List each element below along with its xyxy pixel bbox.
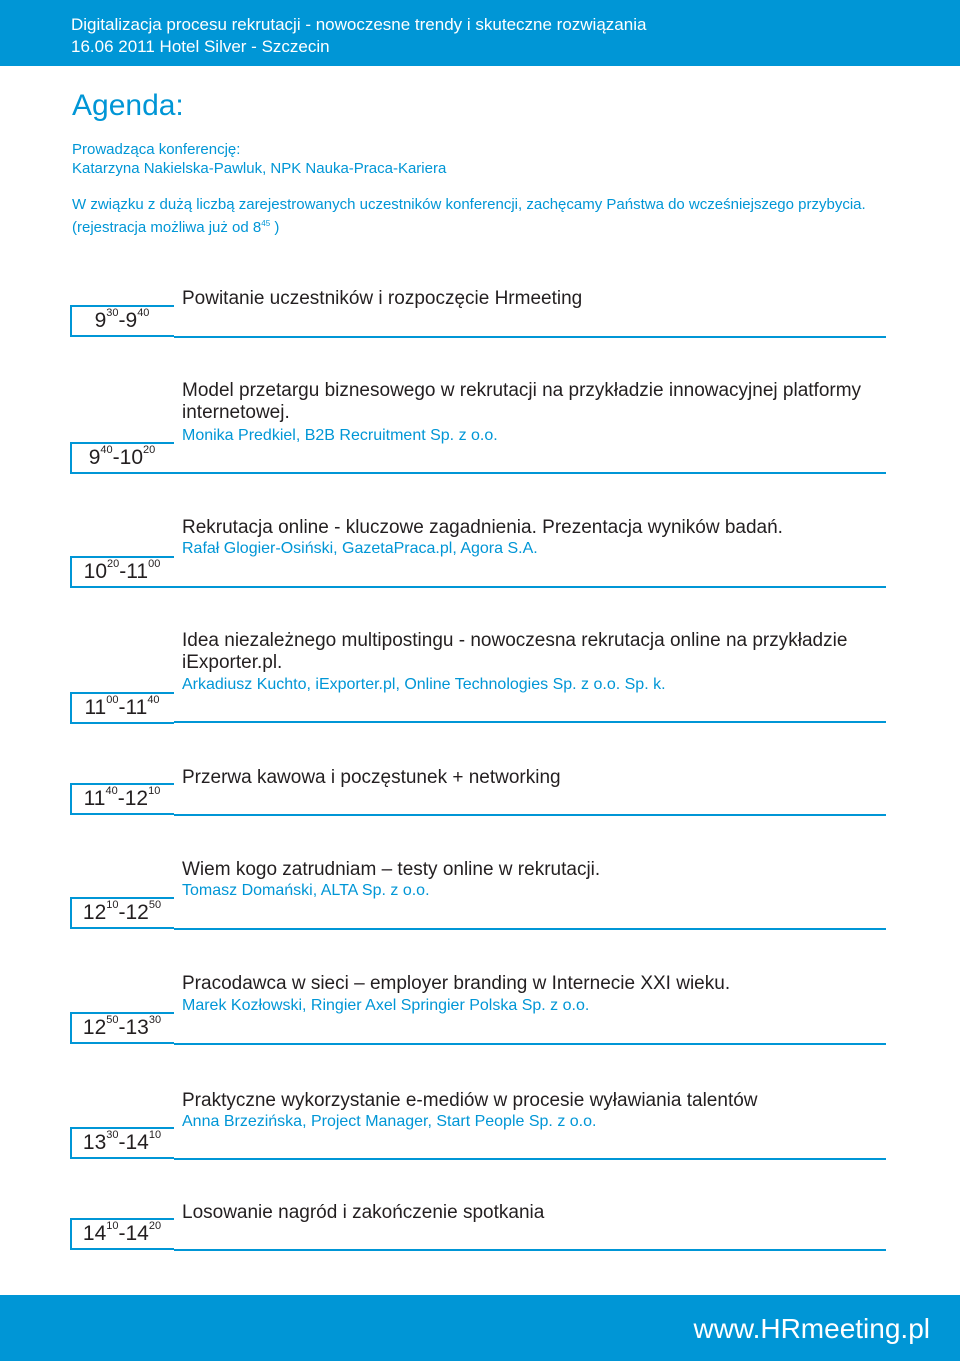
- session-speaker: Rafał Glogier-Osiński, GazetaPraca.pl, Agora S.A.: [182, 540, 538, 557]
- time-slot: [70, 1218, 174, 1250]
- time-range: $14^{10}-14^{20}$: [82, 1220, 162, 1245]
- start-hour: 13: [82, 1131, 107, 1154]
- session-title: Model przetargu biznesowego w rekrutacji na przykładzie innowacyjnej platformy internetowej.: [182, 380, 862, 423]
- session-speaker: Marek Kozłowski, Ringier Axel Springier Polska Sp. z o.o.: [182, 997, 590, 1014]
- start-minute: 10: [106, 899, 119, 911]
- end-hour: 13: [125, 1016, 149, 1039]
- registration-time-minutes: 45: [261, 219, 271, 228]
- session-title: Powitanie uczestników i rozpoczęcie Hrmeeting: [182, 288, 583, 309]
- time-range: $10^{20}-11^{00}$: [83, 558, 161, 583]
- start-minute: 20: [107, 558, 120, 570]
- time-slot: [70, 442, 174, 474]
- time-slot: [70, 1012, 174, 1044]
- start-hour: 11: [84, 696, 107, 719]
- start-minute: 50: [106, 1014, 119, 1026]
- registration-note-end: ): [274, 219, 280, 236]
- end-hour: 9: [125, 309, 138, 332]
- session-title: Losowanie nagród i zakończenie spotkania: [182, 1202, 545, 1223]
- header-bar: [0, 0, 960, 66]
- host-name: Katarzyna Nakielska-Pawluk, NPK Nauka-Praca-Kariera: [72, 160, 447, 177]
- session-speaker: Monika Predkiel, B2B Recruitment Sp. z o.o.: [182, 427, 498, 444]
- start-hour: 11: [83, 787, 106, 810]
- start-hour: 9: [94, 309, 107, 332]
- end-minute: 30: [148, 1014, 162, 1026]
- registration-note-text: W związku z dużą liczbą zarejestrowanych uczestników konferencji, zachęcamy Państwa do wcześniejszego przybycia. (rejestracja możliwa już od 8: [72, 196, 866, 236]
- start-hour: 12: [82, 901, 107, 924]
- session-title: Rekrutacja online - kluczowe zagadnienia. Prezentacja wyników badań.: [182, 517, 783, 538]
- start-minute: 30: [106, 1129, 119, 1141]
- session-title: Idea niezależnego multipostingu - nowoczesna rekrutacja online na przykładzie iExporter.pl.: [182, 630, 848, 673]
- divider: [174, 1249, 886, 1251]
- start-hour: 12: [82, 1016, 107, 1039]
- event-title: Digitalizacja procesu rekrutacji - nowoczesne trendy i skuteczne rozwiązania: [71, 15, 647, 34]
- divider: [174, 928, 886, 930]
- start-minute: 40: [105, 785, 118, 797]
- time-range: $11^{40}-12^{10}$: [83, 785, 161, 810]
- host-label: Prowadząca konferencję:: [72, 141, 241, 158]
- end-hour: 11: [125, 696, 148, 719]
- session-title: Pracodawca w sieci – employer branding w Internecie XXI wieku.: [182, 973, 731, 994]
- start-minute: 30: [106, 307, 119, 319]
- divider: [174, 721, 886, 723]
- end-hour: 12: [125, 901, 149, 924]
- time-slot: [70, 897, 174, 929]
- divider: [174, 814, 886, 816]
- time-range: $11^{00}-11^{40}$: [84, 694, 160, 719]
- time-range: $9^{30}-9^{40}$: [94, 307, 150, 332]
- divider: [174, 1158, 886, 1160]
- end-minute: 20: [148, 1220, 162, 1232]
- end-minute: 00: [148, 558, 161, 570]
- start-minute: 00: [106, 694, 119, 706]
- start-hour: 14: [82, 1222, 107, 1245]
- end-hour: 14: [125, 1131, 149, 1154]
- time-slot: [70, 692, 174, 724]
- session-title: Przerwa kawowa i poczęstunek + networking: [182, 767, 561, 788]
- time-range: $12^{50}-13^{30}$: [82, 1014, 162, 1039]
- time-range: $12^{10}-12^{50}$: [82, 899, 162, 924]
- end-minute: 10: [148, 785, 161, 797]
- session-title: Wiem kogo zatrudniam – testy online w rekrutacji.: [182, 859, 601, 880]
- divider: [174, 472, 886, 474]
- time-slot: [70, 1127, 174, 1159]
- event-date-venue: 16.06 2011 Hotel Silver - Szczecin: [71, 37, 330, 56]
- divider: [174, 336, 886, 338]
- end-hour: 10: [119, 446, 144, 469]
- session-speaker: Anna Brzezińska, Project Manager, Start People Sp. z o.o.: [182, 1113, 597, 1130]
- start-hour: 10: [83, 560, 108, 583]
- session-speaker: Arkadiusz Kuchto, iExporter.pl, Online Technologies Sp. z o.o. Sp. k.: [182, 676, 666, 693]
- registration-note: [72, 195, 872, 237]
- end-minute: 40: [147, 694, 160, 706]
- session-speaker: Tomasz Domański, ALTA Sp. z o.o.: [182, 882, 430, 899]
- time-slot: [70, 556, 174, 588]
- time-slot: [70, 305, 174, 337]
- time-range: $9^{40}-10^{20}$: [88, 444, 156, 469]
- time-slot: [70, 783, 174, 815]
- divider: [174, 586, 886, 588]
- start-minute: 10: [106, 1220, 119, 1232]
- end-minute: 50: [148, 899, 162, 911]
- divider: [174, 1043, 886, 1045]
- end-minute: 40: [137, 307, 150, 319]
- start-hour: 9: [88, 446, 101, 469]
- end-hour: 12: [124, 787, 149, 810]
- end-hour: 14: [125, 1222, 149, 1245]
- end-minute: 10: [148, 1129, 162, 1141]
- session-title: Praktyczne wykorzystanie e-mediów w procesie wyławiania talentów: [182, 1090, 758, 1111]
- start-minute: 40: [100, 444, 113, 456]
- end-minute: 20: [143, 444, 156, 456]
- time-range: $13^{30}-14^{10}$: [82, 1129, 162, 1154]
- footer-bar: [0, 1295, 960, 1361]
- end-hour: 11: [126, 560, 149, 583]
- website-url[interactable]: www.HRmeeting.pl: [693, 1313, 930, 1344]
- agenda-title: Agenda:: [72, 89, 184, 122]
